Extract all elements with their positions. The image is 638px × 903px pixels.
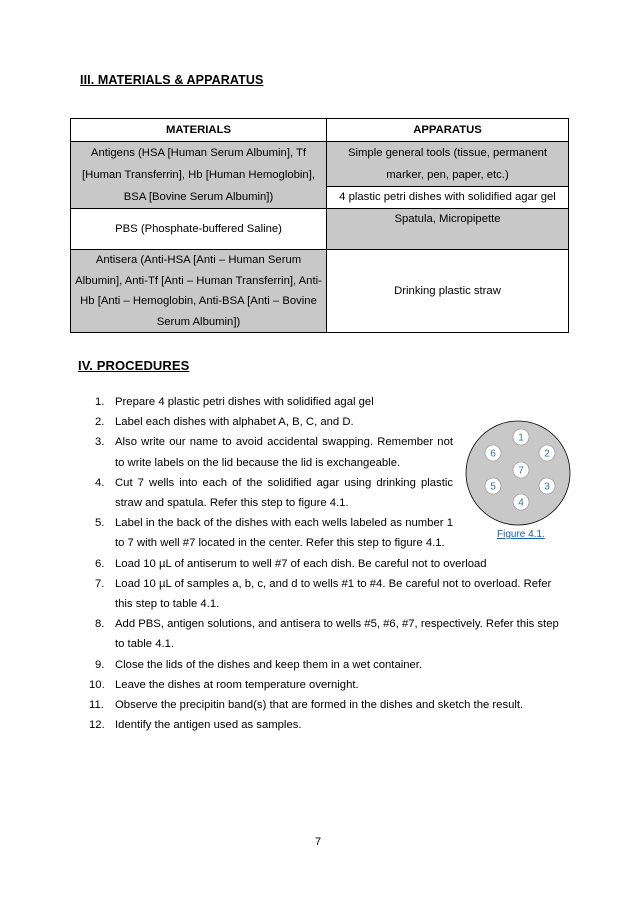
figure-caption: Figure 4.1. [497,529,545,540]
apparatus-petri-dishes: 4 plastic petri dishes with solidified agar gel [339,191,556,203]
list-item: 1. Prepare 4 plastic petri dishes with solidified agal gel [95,396,374,408]
header-materials: MATERIALS [71,119,327,142]
materials-apparatus-table [70,118,569,333]
list-item: 3. Also write our name to avoid accidental swapping. Remember not to write labels on the lid because the lid is exchangeable. [95,436,453,469]
well-label-7: 7 [518,465,524,477]
material-antisera: Antisera (Anti-HSA [Anti – Human Serum Albumin], Anti-Tf [Anti – Human Transferrin], Anti-Hb [Anti – Hemoglobin, Anti-BSA [Anti – Bovine Serum Albumin]) [71,250,327,333]
step-text: Observe the precipitin band(s) that are formed in the dishes and sketch the result. [115,699,524,712]
petri-dish-figure [465,420,571,526]
table-row [71,209,569,250]
list-item: 5. Label in the back of the dishes with each wells labeled as number 1 to 7 with well #7 located in the center. Refer this step to figure 4.1. [95,517,453,550]
list-item: 2. Label each dishes with alphabet A, B, C, and D. [95,416,354,429]
well-label-1: 1 [518,432,524,444]
step-text: Leave the dishes at room temperature overnight. [115,678,359,691]
step-text: Label each dishes with alphabet A, B, C, and D. [115,416,354,429]
list-item: 6. Load 10 µL of antiserum to well #7 of each dish. Be careful not to overload [95,557,487,570]
step-text: Cut 7 wells into each of the solidified agar using drinking plastic straw and spatula. Refer this step to figure 4.1. [115,476,453,510]
well-label-3: 3 [544,481,550,493]
well-label-4: 4 [518,497,524,509]
step-text: Label in the back of the dishes with each wells labeled as number 1 to 7 with well #7 located in the center. Refer this step to figure 4.1. [115,517,453,550]
list-item: 10. Leave the dishes at room temperature overnight. [89,678,359,691]
step-text: Prepare 4 plastic petri dishes with solidified agal gel [115,396,374,408]
step-text: Load 10 µL of samples a, b, c, and d to wells #1 to #4. Be careful not to overload. Refer this step to table 4.1. [115,577,552,611]
section-title-procedures: IV. PROCEDURES [78,358,190,373]
well-label-5: 5 [490,481,496,493]
apparatus-cell-group [327,142,569,209]
list-item: 11. Observe the precipitin band(s) that are formed in the dishes and sketch the result. [89,699,524,712]
list-item: 7. Load 10 µL of samples a, b, c, and d to wells #1 to #4. Be careful not to overload. Refer this step to table 4.1. [95,577,552,611]
material-pbs: PBS (Phosphate-buffered Saline) [71,209,327,250]
list-item: 4. Cut 7 wells into each of the solidified agar using drinking plastic straw and spatula. Refer this step to figure 4.1. [95,476,453,510]
list-item: 12. Identify the antigen used as samples. [89,719,302,732]
table-header-row [71,119,569,142]
step-text: Load 10 µL of antiserum to well #7 of each dish. Be careful not to overload [115,557,487,570]
well-label-6: 6 [490,448,496,460]
apparatus-straw: Drinking plastic straw [327,250,569,333]
step-text: Identify the antigen used as samples. [115,719,302,732]
section-title-materials: III. MATERIALS & APPARATUS [80,73,264,87]
list-item: 9. Close the lids of the dishes and keep them in a wet container. [95,658,423,671]
step-text: Also write our name to avoid accidental swapping. Remember not to write labels on the lid because the lid is exchangeable. [115,436,453,469]
apparatus-spatula: Spatula, Micropipette [327,209,569,250]
step-text: Add PBS, antigen solutions, and antisera to wells #5, #6, #7, respectively. Refer this step to table 4.1. [115,618,559,651]
list-item: 8. Add PBS, antigen solutions, and antisera to wells #5, #6, #7, respectively. Refer this step to table 4.1. [95,618,559,651]
header-apparatus: APPARATUS [327,119,569,142]
page-number: 7 [315,836,322,848]
step-text: Close the lids of the dishes and keep them in a wet container. [115,658,423,671]
well-label-2: 2 [544,448,550,460]
apparatus-tools: Simple general tools (tissue, permanent marker, pen, paper, etc.) [327,142,568,187]
table-row [71,250,569,333]
material-antigens: Antigens (HSA [Human Serum Albumin], Tf [Human Transferrin], Hb [Human Hemoglobin], BSA [Bovine Serum Albumin]) [71,142,327,209]
table-row [71,142,569,209]
